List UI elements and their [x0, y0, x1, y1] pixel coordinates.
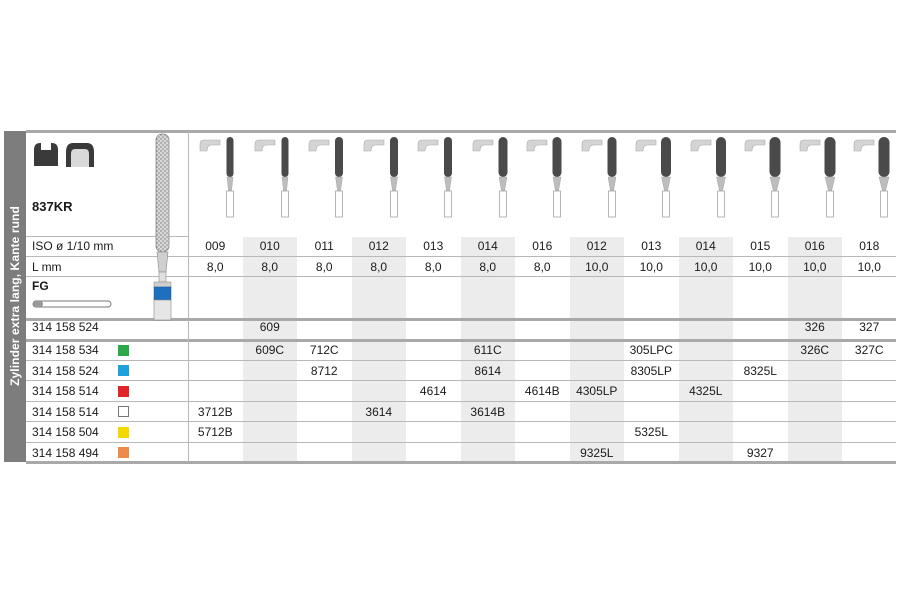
length-value: 8,0	[315, 260, 333, 274]
length-value: 10,0	[694, 260, 718, 274]
reference-cell: 609	[259, 320, 280, 334]
length-value: 10,0	[803, 260, 827, 274]
article-code: 314 158 494	[32, 445, 99, 460]
grit-color-swatch	[118, 427, 129, 438]
length-value: 8,0	[261, 260, 279, 274]
column-bur-icon	[798, 135, 840, 219]
iso-value: 014	[695, 239, 716, 253]
article-code: 314 158 524	[32, 363, 99, 378]
iso-value: 014	[477, 239, 498, 253]
reference-cell: 327C	[854, 343, 884, 357]
length-value: 8,0	[424, 260, 442, 274]
length-label: L mm	[32, 260, 62, 274]
grit-color-swatch	[118, 447, 129, 458]
reference-cell: 609C	[255, 343, 285, 357]
column-bur-icon	[471, 135, 513, 219]
article-code: 314 158 514	[32, 404, 99, 419]
reference-cell: 3614	[365, 404, 393, 419]
reference-cell: 326	[804, 320, 825, 334]
grit-color-swatch	[118, 406, 129, 417]
shank-type-label: FG	[32, 279, 49, 293]
column-bur-icon	[580, 135, 622, 219]
iso-value: 016	[804, 239, 825, 253]
reference-cell: 5325L	[634, 425, 668, 439]
column-bur-icon	[416, 135, 458, 219]
length-value: 8,0	[206, 260, 224, 274]
reference-cell: 8305LP	[630, 363, 672, 378]
column-bur-icon	[689, 135, 731, 219]
iso-value: 010	[259, 239, 280, 253]
sidebar-title: Zylinder extra lang, Kante rund	[8, 206, 22, 386]
iso-value: 015	[750, 239, 771, 253]
grid-line	[26, 380, 896, 381]
reference-cell: 712C	[309, 343, 339, 357]
column-bur-icon	[525, 135, 567, 219]
crown-icon	[64, 140, 96, 168]
article-code: 314 158 534	[32, 343, 99, 357]
iso-value: 018	[859, 239, 880, 253]
iso-value: 011	[314, 239, 334, 253]
column-bur-icon	[253, 135, 295, 219]
iso-label: ISO ø 1/10 mm	[32, 239, 114, 253]
column-bur-icon	[362, 135, 404, 219]
iso-value: 013	[423, 239, 444, 253]
grit-color-swatch	[118, 365, 129, 376]
reference-cell: 8712	[310, 363, 338, 378]
reference-cell: 8325L	[743, 363, 777, 378]
article-code: 314 158 504	[32, 425, 99, 439]
length-value: 10,0	[748, 260, 772, 274]
reference-cell: 5712B	[197, 425, 233, 439]
iso-value: 012	[368, 239, 389, 253]
model-label: 837KR	[32, 199, 73, 214]
iso-value: 012	[586, 239, 607, 253]
grid-line	[26, 360, 896, 361]
length-value: 10,0	[857, 260, 881, 274]
cavity-icon	[31, 140, 61, 168]
length-value: 8,0	[533, 260, 551, 274]
reference-cell: 4614B	[524, 384, 560, 398]
shank-icon	[32, 299, 116, 309]
grid-line	[188, 132, 189, 318]
reference-cell: 4614	[419, 384, 447, 398]
category-sidebar	[4, 131, 26, 462]
article-code: 314 158 524	[32, 320, 99, 334]
reference-cell: 327	[859, 320, 880, 334]
length-value: 8,0	[479, 260, 497, 274]
reference-cell: 611C	[473, 343, 502, 357]
length-value: 10,0	[585, 260, 609, 274]
column-bur-icon	[852, 135, 894, 219]
length-value: 8,0	[370, 260, 388, 274]
grit-color-swatch	[118, 386, 129, 397]
reference-cell: 3614B	[470, 404, 506, 419]
column-bur-icon	[743, 135, 785, 219]
iso-value: 013	[641, 239, 662, 253]
reference-cell: 9327	[746, 445, 774, 460]
column-bur-icon	[307, 135, 349, 219]
article-code: 314 158 514	[32, 384, 99, 398]
column-bur-icon	[634, 135, 676, 219]
iso-value: 016	[532, 239, 553, 253]
grit-color-swatch	[118, 345, 129, 356]
reference-cell: 3712B	[197, 404, 233, 419]
grid-line	[26, 401, 896, 402]
reference-cell: 305LPC	[629, 343, 673, 357]
grid-line	[26, 442, 896, 443]
length-value: 10,0	[639, 260, 663, 274]
reference-cell: 4325L	[689, 384, 723, 398]
reference-cell: 326C	[800, 343, 830, 357]
iso-value: 009	[205, 239, 226, 253]
grid-line	[26, 421, 896, 422]
reference-cell: 9325L	[580, 445, 614, 460]
reference-cell: 8614	[474, 363, 502, 378]
column-bur-icon	[198, 135, 240, 219]
diamond-bur-image	[146, 132, 186, 322]
reference-cell: 4305LP	[576, 384, 618, 398]
